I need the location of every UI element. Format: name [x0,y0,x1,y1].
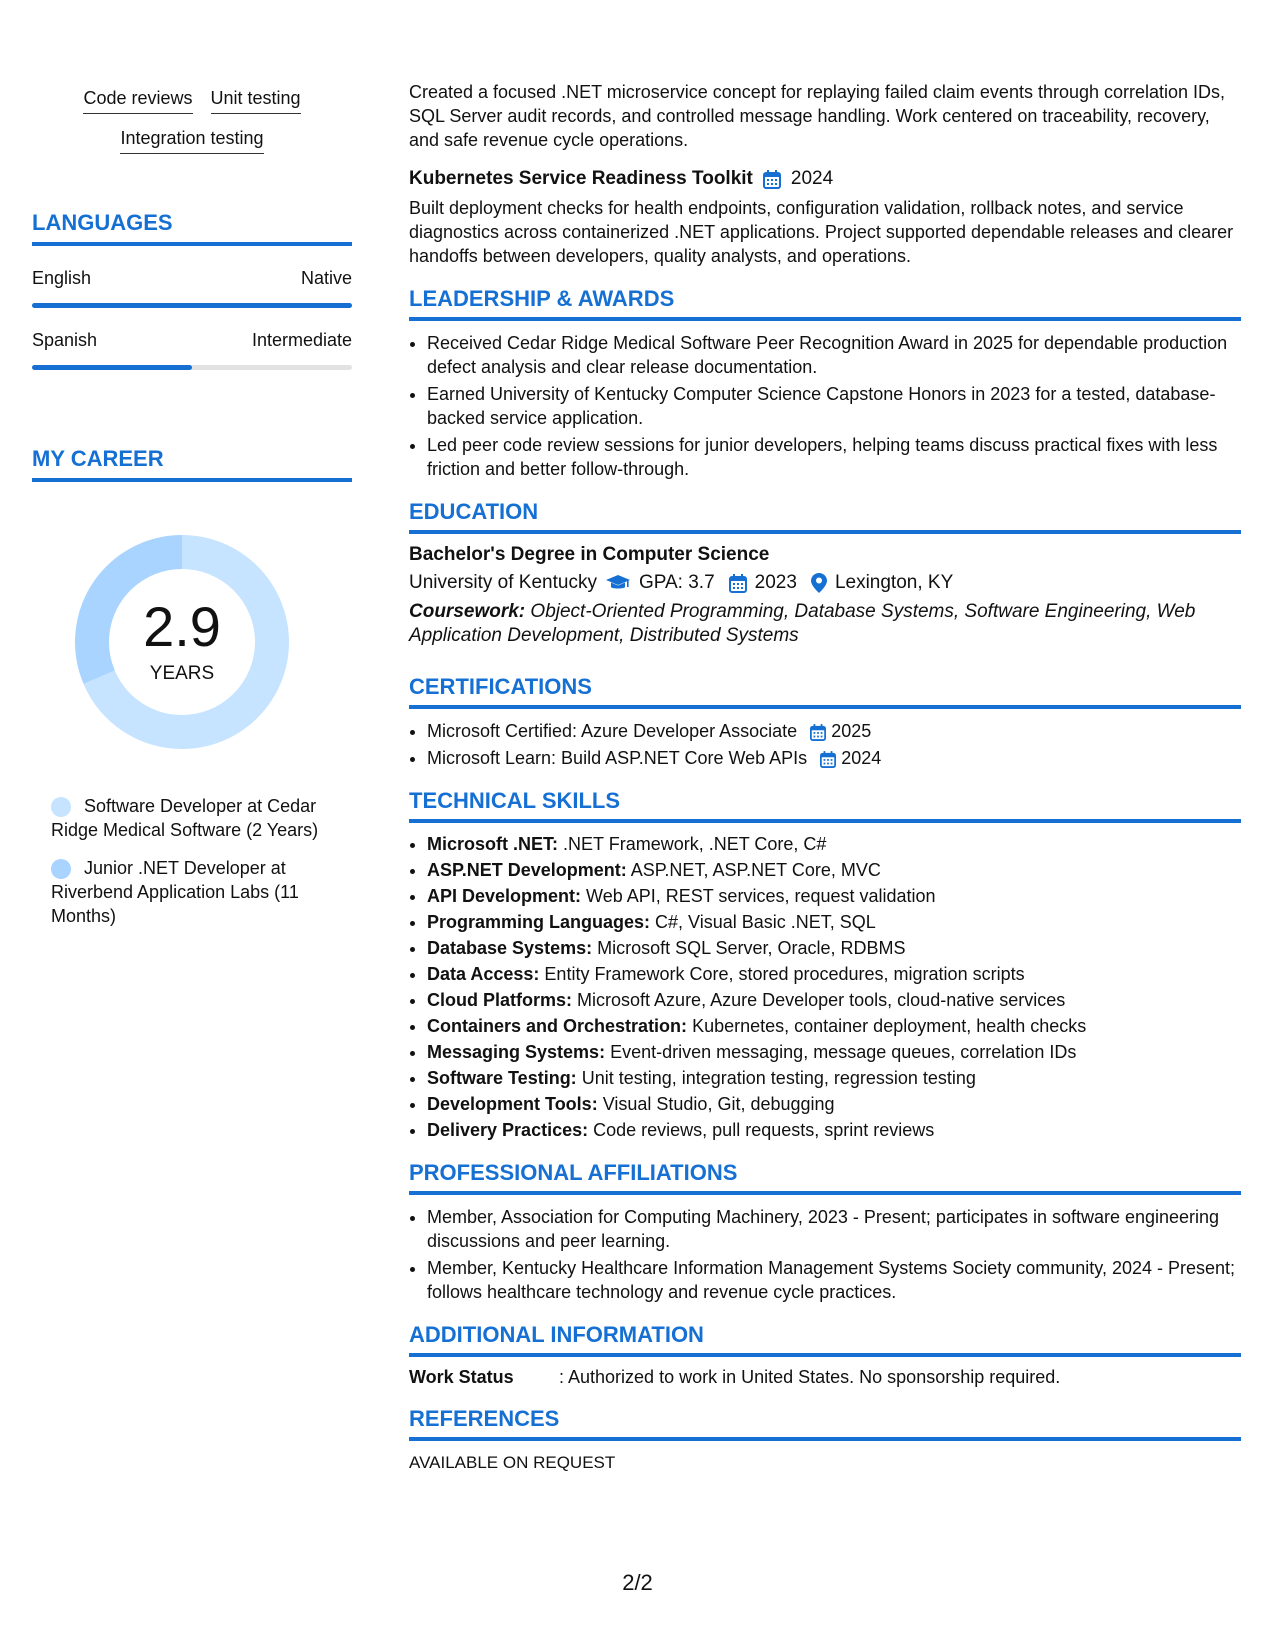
references-heading: REFERENCES [409,1406,1241,1441]
list-item [427,719,1241,743]
calendar-icon [810,724,826,741]
career-label: Junior .NET Developer at Riverbend Application Labs (11 Months) [51,858,299,926]
career-label: Software Developer at Cedar Ridge Medical Software (2 Years) [51,796,319,840]
skill-values: Event-driven messaging, message queues, correlation IDs [610,1042,1077,1062]
calendar-icon [729,574,747,593]
list-item [427,1093,1241,1116]
career-legend-item [32,856,331,928]
additional-info-heading: ADDITIONAL INFORMATION [409,1322,1241,1357]
skill-category: Containers and Orchestration: [427,1016,688,1036]
skill-category: Data Access: [427,964,540,984]
calendar-icon [763,170,781,189]
list-item [427,885,1241,908]
career-legend-item [32,794,331,842]
skills-heading: TECHNICAL SKILLS [409,788,1241,823]
list-item [427,937,1241,960]
graduation-cap-icon [605,574,631,592]
graduation-year: 2023 [754,572,797,593]
page-number: 2/2 [622,1570,653,1595]
affiliations-list [409,1205,1241,1304]
language-name: Spanish [32,330,98,350]
certification-year: 2024 [841,748,882,768]
skill-category: Delivery Practices: [427,1120,589,1140]
degree: Bachelor's Degree in Computer Science [409,544,770,565]
skill-tags [32,88,352,154]
language-bar-fill [32,303,352,308]
skill-category: Database Systems: [427,938,593,958]
certification-name: Microsoft Learn: Build ASP.NET Core Web APIs [427,748,808,768]
list-item [427,911,1241,934]
skill-tag: Integration testing [120,128,263,154]
affiliations-heading: PROFESSIONAL AFFILIATIONS [409,1160,1241,1195]
skill-values: Web API, REST services, request validation [586,886,936,906]
language-bar [32,303,352,308]
leadership-list [409,331,1241,481]
skill-values: Code reviews, pull requests, sprint reviews [593,1120,935,1140]
certifications-heading: CERTIFICATIONS [409,674,1241,709]
legend-dot-icon [51,797,71,817]
language-item [32,268,352,308]
list-item: • Earned University of Kentucky Computer Science Capstone Honors in 2023 for a tested, database-backed service application. [427,382,1241,430]
list-item [427,1067,1241,1090]
list-item [427,746,1241,770]
education-heading: EDUCATION [409,499,1241,534]
list-item [427,989,1241,1012]
legend-dot-icon [51,859,71,879]
leadership-heading: LEADERSHIP & AWARDS [409,286,1241,321]
project-title-row [409,168,1241,190]
sidebar [32,80,352,942]
list-item: • Led peer code review sessions for junior developers, helping teams discuss practical fixes with less friction and better follow-through. [427,433,1241,481]
skill-values: Microsoft Azure, Azure Developer tools, cloud-native services [577,990,1066,1010]
certification-name: Microsoft Certified: Azure Developer Associate [427,721,798,741]
list-item: • Member, Kentucky Healthcare Information Management Systems Society community, 2024 - Present; follows healthcare technology and revenue cycle practices. [427,1256,1241,1304]
skill-values: .NET Framework, .NET Core, C# [563,834,827,854]
skill-values: Visual Studio, Git, debugging [602,1094,835,1114]
skill-tag: Code reviews [83,88,192,114]
work-status-label: Work Status [409,1367,514,1387]
career-donut [62,522,302,762]
career-total: 2.9 [143,595,221,658]
career-legend [32,794,352,928]
language-level: Native [300,268,352,288]
skill-values: Unit testing, integration testing, regression testing [581,1068,976,1088]
skill-category: Cloud Platforms: [427,990,573,1010]
skill-values: ASP.NET, ASP.NET Core, MVC [630,860,881,880]
career-heading: MY CAREER [32,446,352,482]
coursework-label: Coursework: [409,601,526,622]
list-item [427,859,1241,882]
location-pin-icon [811,573,827,593]
list-item: • Member, Association for Computing Machinery, 2023 - Present; participates in software engineering discussions and peer learning. [427,1205,1241,1253]
project-description: Built deployment checks for health endpoints, configuration validation, rollback notes, and service diagnostics across containerized .NET applications. Project supported dependable releases and clearer handoffs between developers, quality analysts, and operations. [409,198,1234,266]
language-level: Intermediate [251,330,352,350]
skill-values: C#, Visual Basic .NET, SQL [655,912,876,932]
language-bar-fill [32,365,192,370]
education-meta [409,572,1241,594]
main-column [409,80,1241,1473]
gpa: GPA: 3.7 [638,572,715,593]
list-item [427,1041,1241,1064]
project-year: 2024 [790,168,834,189]
calendar-icon [820,751,836,768]
career-unit: YEARS [149,663,215,684]
coursework-value: Object-Oriented Programming, Database Systems, Software Engineering, Web Application Development, Distributed Systems [409,601,1196,646]
language-name: English [32,268,92,288]
project-intro: Created a focused .NET microservice concept for replaying failed claim events through correlation IDs, SQL Server audit records, and controlled message handling. Work centered on traceability, recovery, and safe revenue cycle operations. [409,82,1226,150]
skill-tag: Unit testing [211,88,301,114]
coursework [409,600,1241,648]
work-status-row [409,1367,1241,1388]
skill-category: Microsoft .NET: [427,834,559,854]
list-item: • Received Cedar Ridge Medical Software Peer Recognition Award in 2025 for dependable production defect analysis and clear release documentation. [427,331,1241,379]
skill-values: Microsoft SQL Server, Oracle, RDBMS [597,938,906,958]
skill-category: Programming Languages: [427,912,651,932]
skill-category: Development Tools: [427,1094,598,1114]
school-location: Lexington, KY [834,572,954,593]
project-title: Kubernetes Service Readiness Toolkit [409,168,753,189]
certifications-list [409,719,1241,770]
list-item [427,1119,1241,1142]
skill-values: Entity Framework Core, stored procedures, migration scripts [544,964,1025,984]
list-item [427,833,1241,856]
list-item [427,1015,1241,1038]
skill-category: API Development: [427,886,582,906]
work-status-value: : Authorized to work in United States. No sponsorship required. [559,1367,1061,1387]
skill-category: Messaging Systems: [427,1042,606,1062]
school: University of Kentucky [409,572,597,593]
skills-list [409,833,1241,1142]
skill-values: Kubernetes, container deployment, health checks [692,1016,1087,1036]
language-item [32,330,352,370]
references-text: AVAILABLE ON REQUEST [409,1453,616,1472]
certification-year: 2025 [831,721,872,741]
skill-category: ASP.NET Development: [427,860,627,880]
languages-heading: LANGUAGES [32,210,352,246]
skill-category: Software Testing: [427,1068,577,1088]
list-item [427,963,1241,986]
language-bar [32,365,352,370]
